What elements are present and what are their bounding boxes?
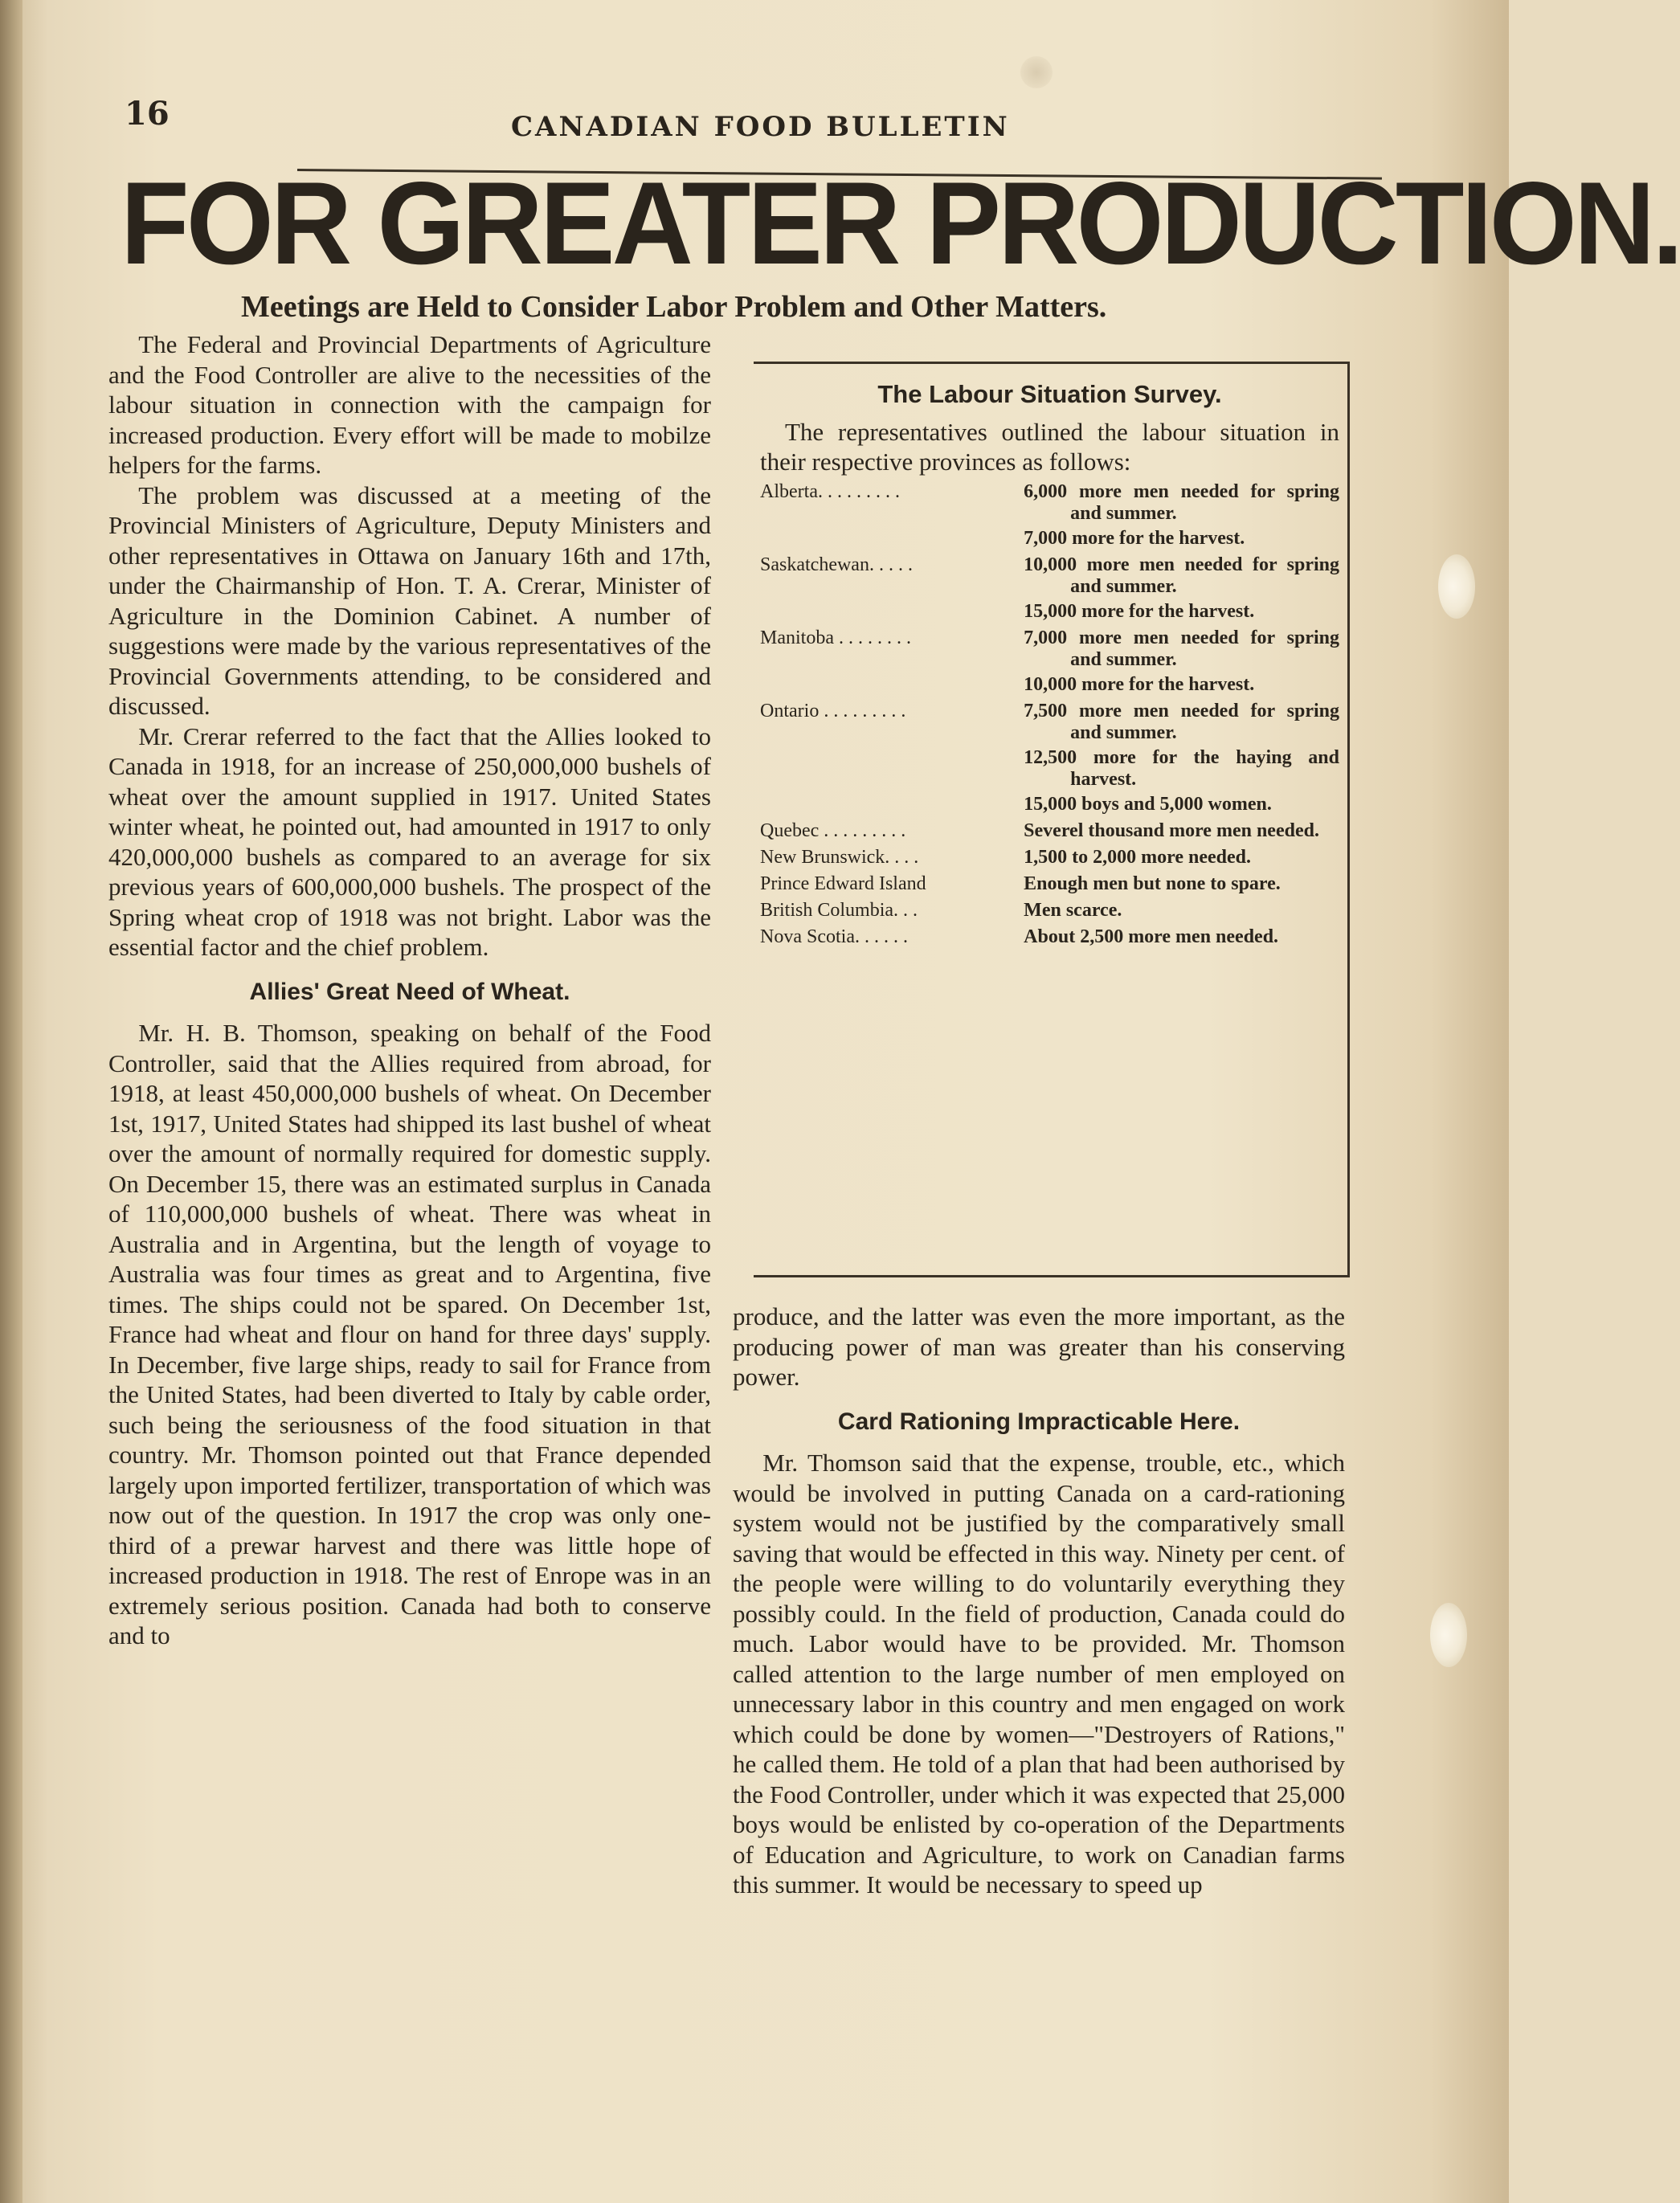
paragraph: Mr. H. B. Thomson, speaking on behalf of the Food Controller, said that the Allies required from abroad, for 1918, at least 450,000,000 bushels of wheat. On December 1st, 1917, United States had shipped its last bushel of wheat over the amount of normally required for domestic supply. On December 15, there was an estimated surplus in Canada of 110,000,000 bushels of wheat. There was wheat in Australia and in Argentina, but the length of voyage to Australia was four times as great and to Argentina, five times. The ships could not be spared. On December 1st, France had wheat and flour on hand for three days' supply. In December, five large ships, ready to sail for France from the United States, had been diverted to Italy by cable order, such being the seriousness of the food situation in that country. Mr. Thomson pointed out that France depended largely upon imported fertilizer, transportation of which was now out of the question. In 1917 the crop was only one-third of a prewar harvest and there was little hope of increased production in 1918. The rest of Enrope was in an extremely serious position. Canada had both to conserve and to	[108, 1019, 711, 1649]
note-line: 12,500 more for the haying and harvest.	[1024, 747, 1339, 790]
province-note	[1024, 926, 1339, 948]
book-gutter	[0, 0, 22, 2203]
province-name: Ontario . . . . . . . . .	[760, 701, 906, 721]
section-heading: Allies' Great Need of Wheat.	[249, 978, 570, 1005]
province-name: New Brunswick. . . .	[760, 847, 919, 868]
article-title: FOR GREATER PRODUCTION.	[121, 157, 1680, 288]
section-heading: Card Rationing Impracticable Here.	[837, 1408, 1241, 1435]
note-line: 15,000 boys and 5,000 women.	[1024, 794, 1272, 815]
paragraph: The Federal and Provincial Departments of Agriculture and the Food Controller are alive to the necessities of the labour situation in connection with the campaign for increased production. Every effort will be made to mobilze helpers for the farms.	[108, 330, 711, 479]
province-note	[1024, 873, 1339, 895]
note-line: 7,000 more men needed for spring and summer.	[1024, 627, 1339, 670]
paragraph: produce, and the latter was even the more important, as the producing power of man was greater than his conserving power.	[733, 1302, 1345, 1391]
province-row	[760, 627, 1339, 696]
note-line: Men scarce.	[1024, 900, 1122, 921]
province-name: Alberta. . . . . . . . .	[760, 481, 900, 502]
paragraph: Mr. Crerar referred to the fact that the Allies looked to Canada in 1918, for an increase of 250,000,000 bushels of wheat over the amount supplied in 1917. United States winter wheat, he pointed out, had amounted in 1917 to only 420,000,000 bushels as compared to an average for six previous years of 600,000,000 bushels. The prospect of the Spring wheat crop of 1918 was not bright. Labor was the essential factor and the chief problem.	[108, 721, 711, 961]
province-row	[760, 926, 1339, 948]
province-row	[760, 481, 1339, 550]
province-note	[1024, 627, 1339, 696]
province-note	[1024, 900, 1339, 922]
left-column	[108, 329, 711, 1651]
note-line: 1,500 to 2,000 more needed.	[1024, 847, 1252, 868]
province-row	[760, 820, 1339, 842]
province-row	[760, 701, 1339, 815]
page-number: 16	[125, 95, 170, 133]
province-note	[1024, 481, 1339, 550]
article-subtitle: Meetings are Held to Consider Labor Problem and Other Matters.	[241, 290, 1107, 324]
note-line: 7,000 more for the harvest.	[1024, 528, 1245, 549]
note-line: Enough men but none to spare.	[1024, 873, 1281, 894]
labour-survey-box	[754, 362, 1350, 1277]
province-note	[1024, 820, 1339, 842]
province-name: Quebec . . . . . . . . .	[760, 820, 906, 841]
province-note	[1024, 847, 1339, 869]
province-row	[760, 847, 1339, 869]
province-name: Manitoba . . . . . . . .	[760, 627, 911, 648]
province-name: Nova Scotia. . . . . .	[760, 926, 908, 947]
binding-hole-top	[1438, 554, 1475, 619]
note-line: Severel thousand more men needed.	[1024, 820, 1319, 841]
note-line: About 2,500 more men needed.	[1024, 926, 1279, 947]
note-line: 10,000 more for the harvest.	[1024, 674, 1255, 695]
province-name: British Columbia. . .	[760, 900, 918, 921]
province-name: Saskatchewan. . . . .	[760, 554, 913, 575]
box-intro: The representatives outlined the labour situation in their respective provinces as follows:	[760, 418, 1339, 476]
province-name: Prince Edward Island	[760, 873, 926, 894]
province-row	[760, 900, 1339, 922]
note-line: 7,500 more men needed for spring and summer.	[1024, 701, 1339, 743]
note-line: 10,000 more men needed for spring and summer.	[1024, 554, 1339, 597]
note-line: 6,000 more men needed for spring and summer.	[1024, 481, 1339, 524]
province-row	[760, 873, 1339, 895]
paragraph: The problem was discussed at a meeting of the Provincial Ministers of Agriculture, Deputy Ministers and other representatives in Ottawa on January 16th and 17th, under the Chairmanship of Hon. T. A. Crerar, Minister of Agriculture in the Dominion Cabinet. A number of suggestions were made by the various representatives of the Provincial Governments attending, to be considered and discussed.	[108, 480, 711, 720]
province-note	[1024, 701, 1339, 815]
binding-hole-bottom	[1430, 1603, 1467, 1667]
note-line: 15,000 more for the harvest.	[1024, 601, 1255, 622]
paper-smudge	[1020, 56, 1053, 88]
right-column	[733, 1302, 1345, 1900]
box-heading: The Labour Situation Survey.	[877, 380, 1222, 408]
province-note	[1024, 554, 1339, 623]
province-row	[760, 554, 1339, 623]
province-list	[760, 481, 1339, 948]
running-head: CANADIAN FOOD BULLETIN	[511, 111, 1010, 143]
paragraph: Mr. Thomson said that the expense, trouble, etc., which would be involved in putting Canada on a card-rationing system would not be justified by the comparatively small saving that would be effected in this way. Ninety per cent. of the people were willing to do voluntarily everything they possibly could. In the field of production, Canada could do much. Labor would have to be provided. Mr. Thomson called attention to the large number of men employed on unnecessary labor in this country and men engaged on work which could be done by women—"Destroyers of Rations," he called them. He told of a plan that had been authorised by the Food Controller, under which it was expected that 25,000 boys would be enlisted by co-operation of the Departments of Education and Agriculture, to work on Canadian farms this summer. It would be necessary to speed up	[733, 1449, 1345, 1899]
